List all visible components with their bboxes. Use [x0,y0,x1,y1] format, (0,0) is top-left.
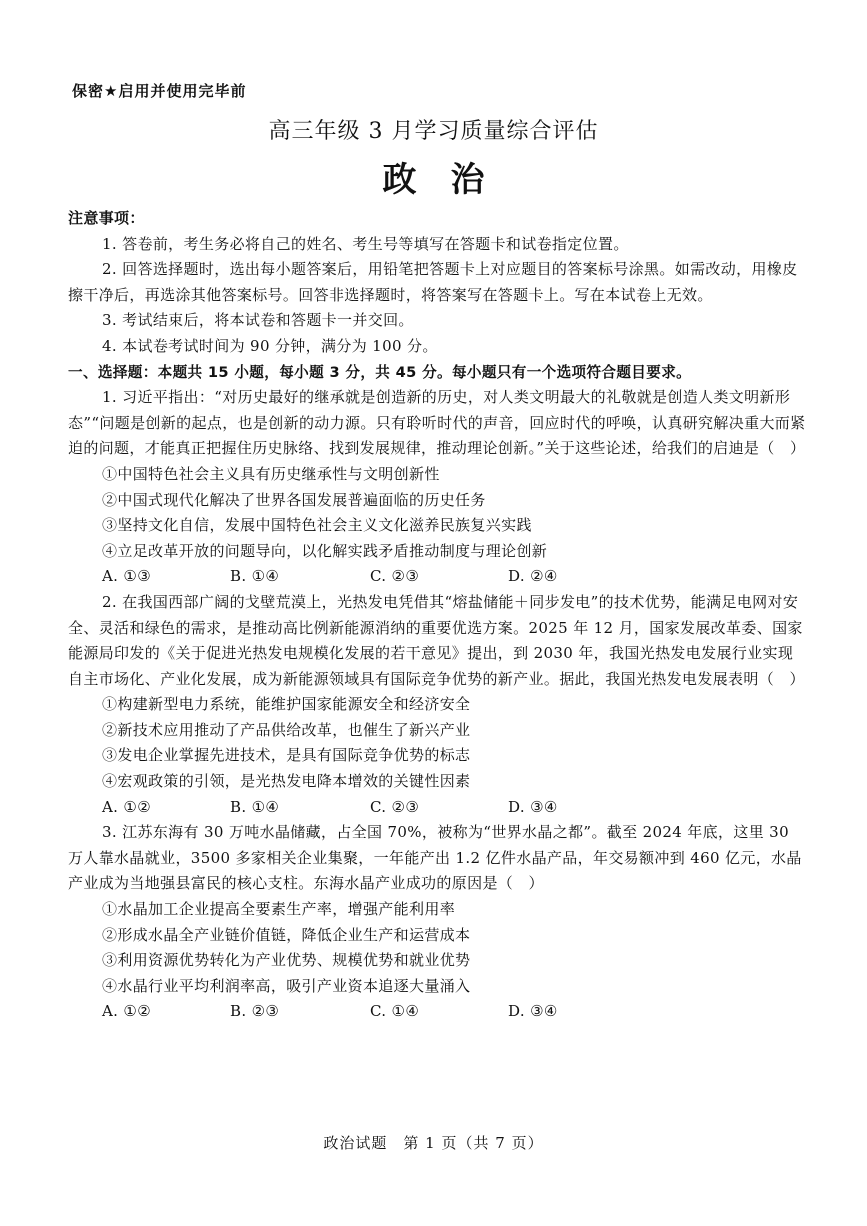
choice-a: A. ①② [102,1002,152,1021]
question-statement: ③发电企业掌握先进技术，是具有国际竞争优势的标志 [102,746,471,765]
choice-b: B. ①④ [230,567,280,586]
page-footer: 政治试题 第 1 页（共 7 页） [323,1134,544,1152]
exam-title: 高三年级 3 月学习质量综合评估 [268,119,599,144]
choice-d: D. ③④ [508,797,558,816]
notice-item: 1. 答卷前，考生务必将自己的姓名、考生号等填写在答题卡和试卷指定位置。 [102,234,629,253]
question-statement: ③坚持文化自信，发展中国特色社会主义文化滋养民族复兴实践 [102,516,532,535]
choice-c: C. ②③ [370,797,420,816]
answer-choices [68,795,806,821]
notice-item: 2. 回答选择题时，选出每小题答案后，用铅笔把答题卡上对应题目的答案标号涂黑。如需改动，用橡皮擦干净后，再选涂其他答案标号。回答非选择题时，将答案写在答题卡上。写在本试卷上无效。 [68,260,798,304]
question-statement: ①构建新型电力系统，能维护国家能源安全和经济安全 [102,695,471,714]
question-statement: ①中国特色社会主义具有历史继承性与文明创新性 [102,464,440,483]
choice-a: A. ①③ [102,567,152,586]
question-statement: ②中国式现代化解决了世界各国发展普遍面临的历史任务 [102,490,486,509]
choice-d: D. ②④ [508,567,558,586]
choice-a: A. ①② [102,797,152,816]
exam-content [68,206,806,1025]
notice-item: 3. 考试结束后，将本试卷和答题卡一并交回。 [102,311,414,330]
question-statement: ②形成水晶全产业链价值链，降低企业生产和运营成本 [102,925,471,944]
notice-heading: 注意事项： [68,209,145,227]
choice-b: B. ①④ [230,797,280,816]
question-stem: 2. 在我国西部广阔的戈壁荒漠上，光热发电凭借其“熔盐储能＋同步发电”的技术优势，能满足电网对安全、灵活和绿色的需求，是推动高比例新能源消纳的重要优选方案。2025 年 12 月，国家发展改革委、国家能源局印发的《关于促进光热发电规模化发展的若干意见》提出，到 2030 年，我国光热发电发展行业实现自主市场化、产业化发展，成为新能源领域具有国际竞争优势的新产业。据此，我国光热发电发展表明（ ） [68,592,805,688]
question-stem: 1. 习近平指出：“对历史最好的继承就是创造新的历史，对人类文明最大的礼敬就是创造人类文明新形态”“问题是创新的起点，也是创新的动力源。只有聆听时代的声音，回应时代的呼唤，认真研究解决重大而紧迫的问题，才能真正把握住历史脉络、找到发展规律，推动理论创新。”关于这些论述，给我们的启迪是（ ） [68,388,806,458]
question-stem: 3. 江苏东海有 30 万吨水晶储藏，占全国 70%，被称为“世界水晶之都”。截至 2024 年底，这里 30 万人靠水晶就业，3500 多家相关企业集聚，一年能产出 1.2 亿件水晶产品，年交易额冲到 460 亿元，水晶产业成为当地强县富民的核心支柱。东海水晶产业成功的原因是（ ） [68,823,802,893]
choice-c: C. ①④ [370,1002,420,1021]
answer-choices [68,999,806,1025]
question-statement: ④立足改革开放的问题导向，以化解实践矛盾推动制度与理论创新 [102,541,548,560]
choice-c: C. ②③ [370,567,420,586]
question-statement: ④宏观政策的引领，是光热发电降本增效的关键性因素 [102,772,471,791]
notice-item: 4. 本试卷考试时间为 90 分钟，满分为 100 分。 [102,336,438,355]
choice-b: B. ②③ [230,1002,280,1021]
section-title: 一、选择题：本题共 15 小题，每小题 3 分，共 45 分。每小题只有一个选项符合题目要求。 [68,363,692,381]
choice-d: D. ③④ [508,1002,558,1021]
question-statement: ②新技术应用推动了产品供给改革，也催生了新兴产业 [102,720,471,739]
secret-notice: 保密★启用并使用完毕前 [72,82,247,100]
answer-choices [68,564,806,590]
question-statement: ①水晶加工企业提高全要素生产率，增强产能利用率 [102,900,456,919]
subject-title: 政治 [382,160,519,200]
question-statement: ③利用资源优势转化为产业优势、规模优势和就业优势 [102,951,471,970]
question-statement: ④水晶行业平均利润率高，吸引产业资本追逐大量涌入 [102,976,471,995]
